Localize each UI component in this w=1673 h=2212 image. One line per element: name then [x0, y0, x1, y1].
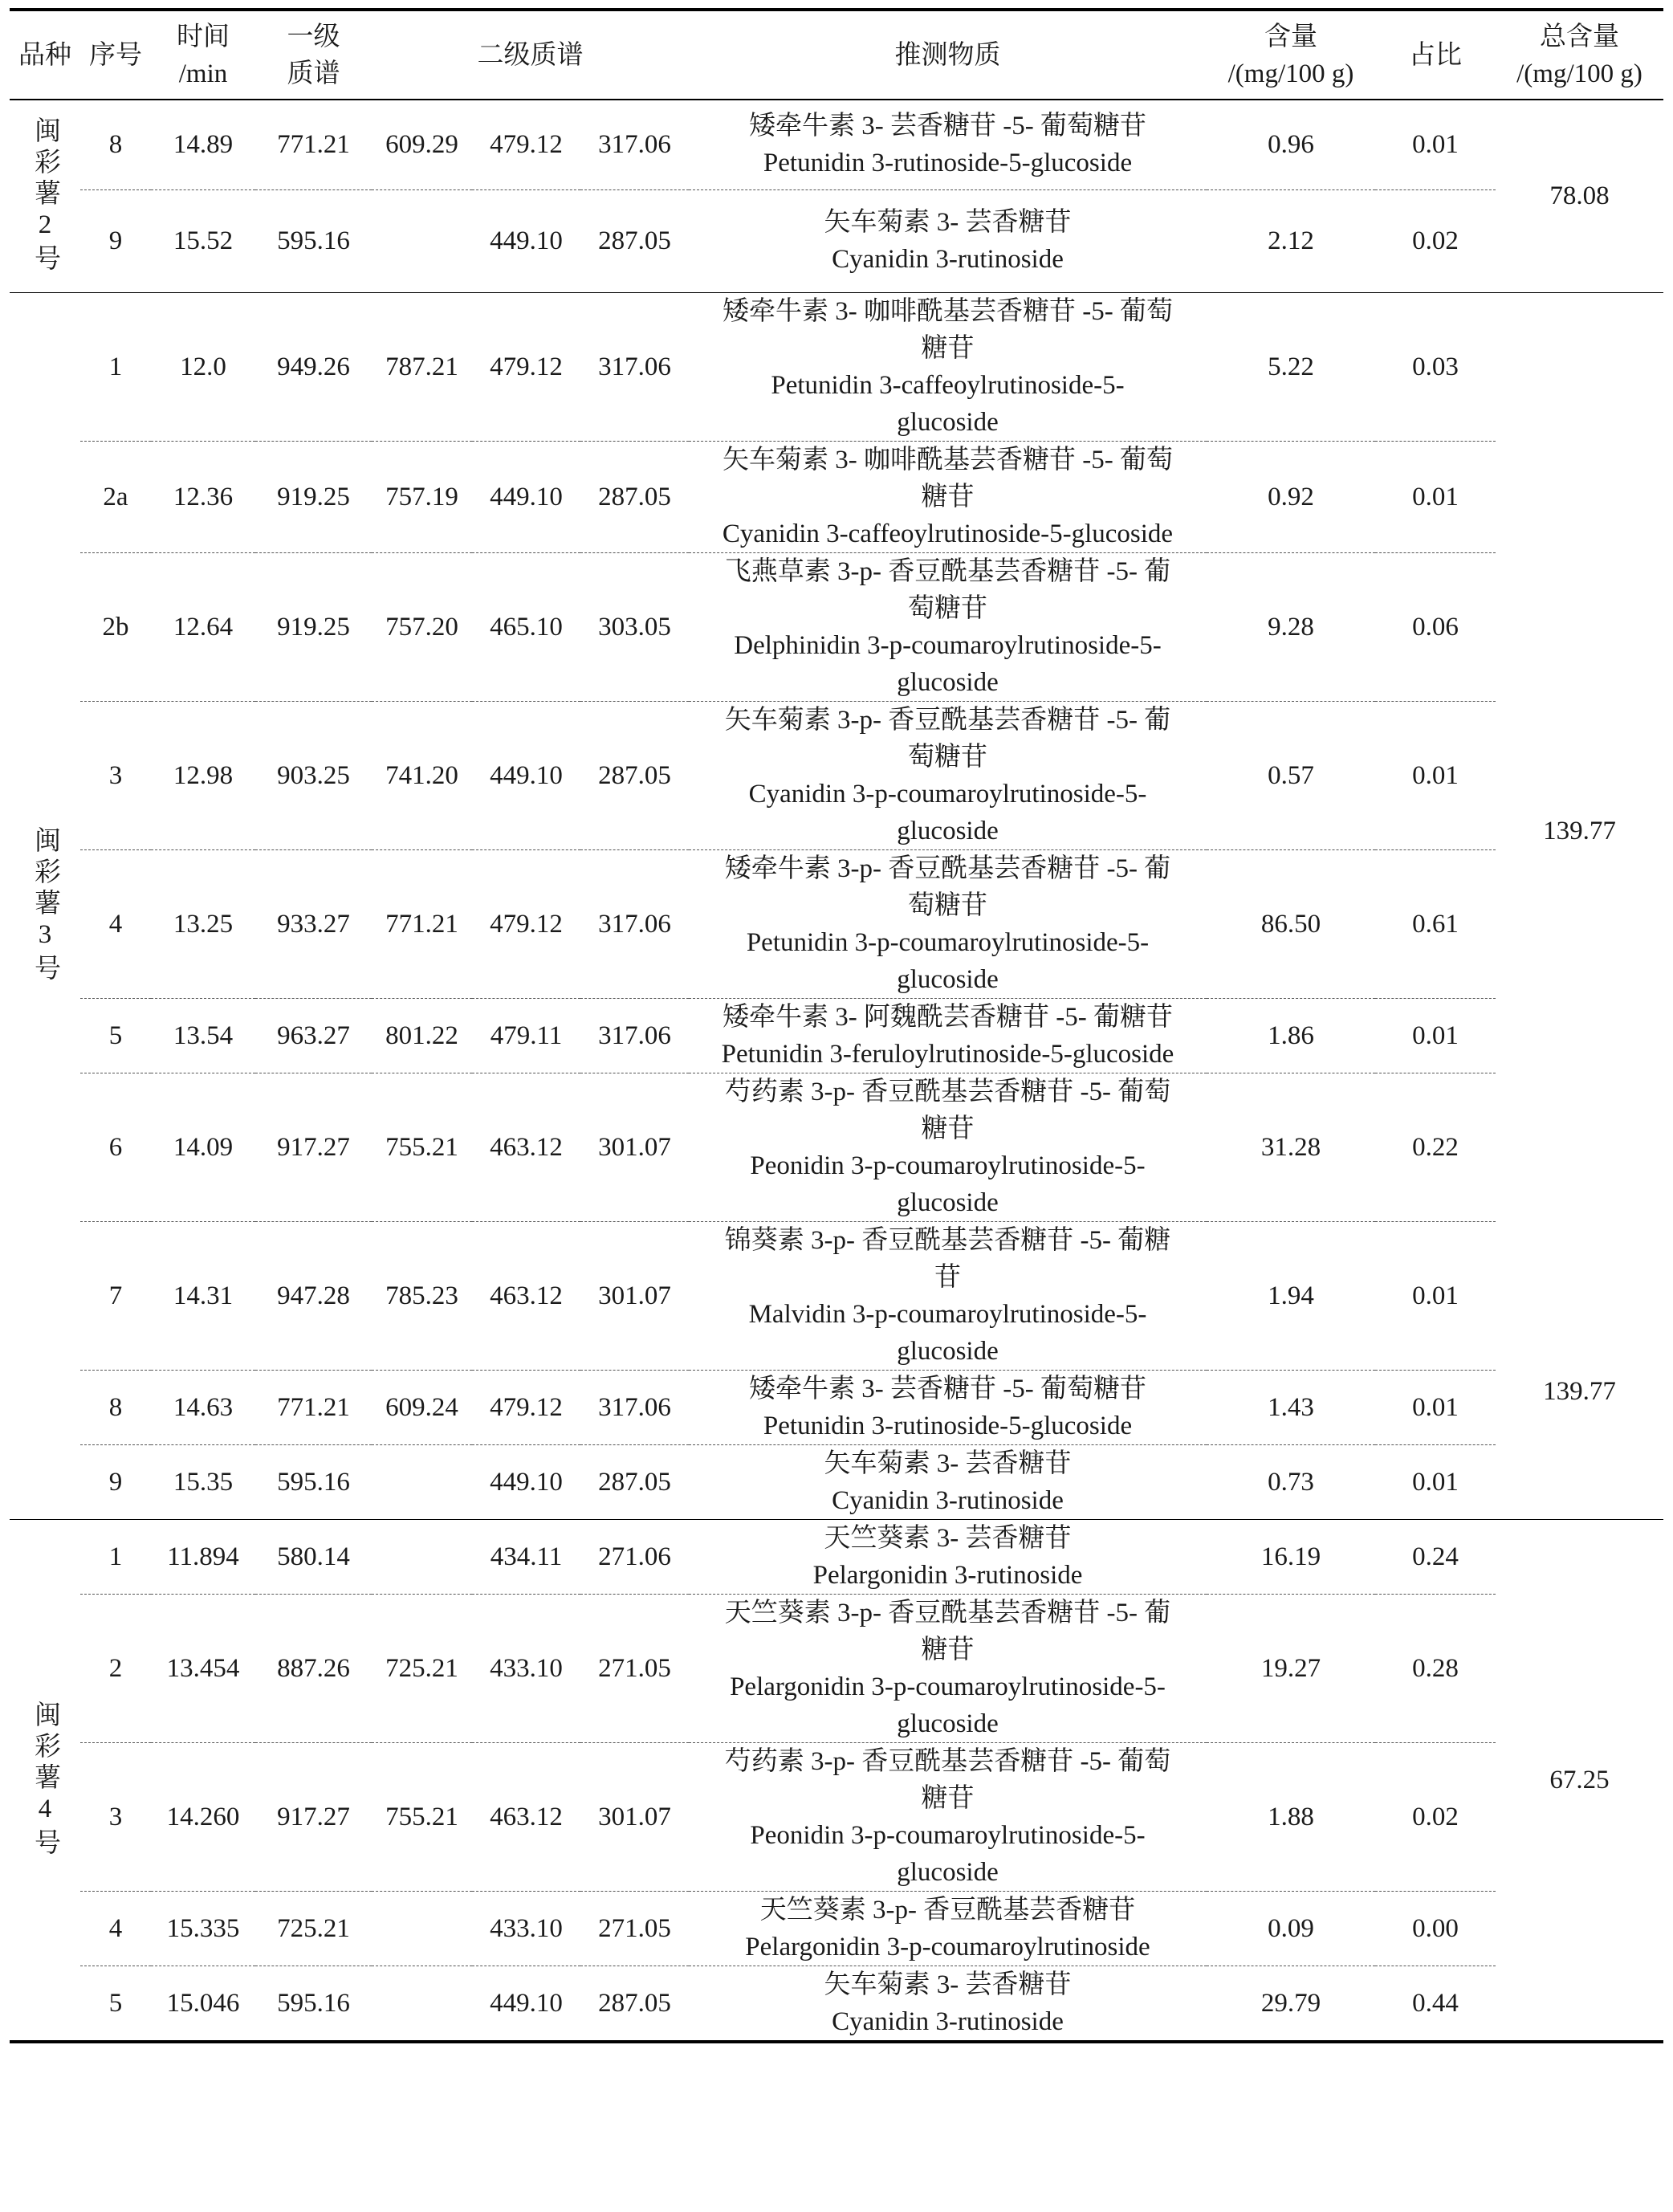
table-row	[10, 100, 1663, 189]
ms2-cell: 434.11	[472, 1519, 580, 1594]
compound-en: Peonidin 3-p-coumaroylrutinoside-5-glucoside	[750, 1151, 1146, 1217]
table-row	[10, 1073, 1663, 1221]
table-row	[10, 1519, 1663, 1594]
compound-en: Petunidin 3-rutinoside-5-glucoside	[763, 149, 1133, 178]
ms2-cell: 755.21	[372, 1073, 472, 1221]
ms1-cell: 887.26	[255, 1594, 372, 1742]
seq-cell: 7	[80, 1221, 151, 1370]
compound-zh: 锦葵素 3-p- 香豆酰基芸香糖苷 -5- 葡糖苷	[724, 1225, 1171, 1292]
ms2-cell: 287.05	[580, 189, 689, 292]
ms2-cell: 301.07	[580, 1221, 689, 1370]
ratio-cell: 0.01	[1375, 1444, 1496, 1519]
ratio-cell: 0.24	[1375, 1519, 1496, 1594]
ms2-cell: 725.21	[372, 1594, 472, 1742]
seq-cell: 2	[80, 1594, 151, 1742]
compound-zh: 矢车菊素 3-p- 香豆酰基芸香糖苷 -5- 葡萄糖苷	[724, 705, 1171, 772]
ms2-cell: 785.23	[372, 1221, 472, 1370]
time-cell: 15.52	[151, 189, 255, 292]
content-cell: 1.43	[1207, 1370, 1375, 1444]
compound-cell	[689, 1966, 1207, 2042]
table-row	[10, 292, 1663, 441]
content-cell: 2.12	[1207, 189, 1375, 292]
time-cell: 15.35	[151, 1444, 255, 1519]
compound-zh: 矮牵牛素 3- 芸香糖苷 -5- 葡萄糖苷	[749, 112, 1146, 141]
table-row	[10, 998, 1663, 1073]
ms1-cell: 595.16	[255, 189, 372, 292]
ms1-cell: 917.27	[255, 1742, 372, 1891]
table-row	[10, 1594, 1663, 1742]
ms2-cell: 271.05	[580, 1891, 689, 1966]
compound-zh: 飞燕草素 3-p- 香豆酰基芸香糖苷 -5- 葡萄糖苷	[724, 556, 1171, 623]
ms2-cell: 755.21	[372, 1742, 472, 1891]
ms2-cell: 757.19	[372, 441, 472, 552]
compound-cell	[689, 1073, 1207, 1221]
compound-en: Petunidin 3-rutinoside-5-glucoside	[763, 1411, 1133, 1440]
compound-en: Cyanidin 3-rutinoside	[832, 245, 1064, 274]
total-cell: 139.77	[1543, 817, 1616, 846]
compound-en: Delphinidin 3-p-coumaroylrutinoside-5-glucoside	[734, 630, 1162, 697]
ms2-cell: 609.29	[372, 100, 472, 189]
time-cell: 12.98	[151, 701, 255, 849]
compound-cell	[689, 701, 1207, 849]
compound-cell	[689, 849, 1207, 998]
ms2-cell: 287.05	[580, 701, 689, 849]
compound-en: Petunidin 3-feruloylrutinoside-5-glucoside	[721, 1039, 1174, 1069]
seq-cell: 8	[80, 1370, 151, 1444]
ms2-cell: 479.12	[472, 292, 580, 441]
compound-zh: 矢车菊素 3- 芸香糖苷	[824, 1970, 1072, 1999]
table-row	[10, 849, 1663, 998]
time-cell: 12.64	[151, 552, 255, 701]
ms1-cell: 963.27	[255, 998, 372, 1073]
table-row	[10, 1966, 1663, 2042]
ms2-cell: 317.06	[580, 1370, 689, 1444]
compound-zh: 芍药素 3-p- 香豆酰基芸香糖苷 -5- 葡萄糖苷	[724, 1077, 1171, 1143]
seq-cell: 8	[80, 100, 151, 189]
anthocyanin-table	[10, 8, 1663, 2043]
ms2-cell: 317.06	[580, 292, 689, 441]
compound-zh: 矢车菊素 3- 咖啡酰基芸香糖苷 -5- 葡萄糖苷	[723, 445, 1173, 511]
header-ms1: 一级 质谱	[255, 10, 372, 100]
ms2-cell: 301.07	[580, 1073, 689, 1221]
compound-zh: 天竺葵素 3- 芸香糖苷	[824, 1523, 1072, 1553]
compound-cell	[689, 1444, 1207, 1519]
ms1-cell: 771.21	[255, 1370, 372, 1444]
time-cell: 13.454	[151, 1594, 255, 1742]
ms1-cell: 947.28	[255, 1221, 372, 1370]
content-cell: 1.86	[1207, 998, 1375, 1073]
total-cell: 78.08	[1496, 100, 1663, 292]
ms2-cell: 741.20	[372, 701, 472, 849]
content-cell: 0.96	[1207, 100, 1375, 189]
content-cell: 9.28	[1207, 552, 1375, 701]
header-seq: 序号	[80, 10, 151, 100]
ms1-cell: 771.21	[255, 100, 372, 189]
compound-en: Cyanidin 3-rutinoside	[832, 1485, 1064, 1515]
content-cell: 1.88	[1207, 1742, 1375, 1891]
seq-cell: 1	[80, 292, 151, 441]
variety-cell: 闽彩薯4号	[10, 1519, 80, 2042]
seq-cell: 5	[80, 1966, 151, 2042]
ms2-cell: 271.06	[580, 1519, 689, 1594]
seq-cell: 1	[80, 1519, 151, 1594]
content-cell: 0.73	[1207, 1444, 1375, 1519]
ms2-cell: 609.24	[372, 1370, 472, 1444]
ms2-cell	[372, 1519, 472, 1594]
time-cell: 15.046	[151, 1966, 255, 2042]
seq-cell: 4	[80, 1891, 151, 1966]
ratio-cell: 0.06	[1375, 552, 1496, 701]
ms2-cell: 801.22	[372, 998, 472, 1073]
compound-cell	[689, 292, 1207, 441]
compound-cell	[689, 1891, 1207, 1966]
content-cell: 0.57	[1207, 701, 1375, 849]
seq-cell: 3	[80, 701, 151, 849]
time-cell: 12.0	[151, 292, 255, 441]
table-row	[10, 1370, 1663, 1444]
compound-cell	[689, 100, 1207, 189]
seq-cell: 4	[80, 849, 151, 998]
compound-zh: 矮牵牛素 3-p- 香豆酰基芸香糖苷 -5- 葡萄糖苷	[724, 853, 1171, 920]
compound-cell	[689, 1221, 1207, 1370]
compound-en: Petunidin 3-caffeoylrutinoside-5-glucoside	[771, 370, 1125, 437]
total-cell: 139.77	[1496, 1370, 1663, 1519]
ratio-cell: 0.02	[1375, 189, 1496, 292]
time-cell: 14.09	[151, 1073, 255, 1221]
compound-cell	[689, 1742, 1207, 1891]
compound-en: Pelargonidin 3-rutinoside	[812, 1560, 1083, 1590]
ms2-cell: 479.12	[472, 1370, 580, 1444]
header-compound: 推测物质	[689, 10, 1207, 100]
ms2-cell: 465.10	[472, 552, 580, 701]
compound-en: Pelargonidin 3-p-coumaroylrutinoside	[745, 1932, 1150, 1961]
header-variety: 品种	[10, 10, 80, 100]
time-cell: 11.894	[151, 1519, 255, 1594]
ratio-cell: 0.44	[1375, 1966, 1496, 2042]
ms2-cell: 287.05	[580, 1966, 689, 2042]
table-row	[10, 1444, 1663, 1519]
ms2-cell: 479.12	[472, 100, 580, 189]
ms2-cell: 463.12	[472, 1073, 580, 1221]
total-cell: 67.25	[1496, 1519, 1663, 2042]
time-cell: 13.25	[151, 849, 255, 998]
compound-zh: 天竺葵素 3-p- 香豆酰基芸香糖苷 -5- 葡糖苷	[724, 1598, 1171, 1664]
ratio-cell: 0.00	[1375, 1891, 1496, 1966]
seq-cell: 2b	[80, 552, 151, 701]
content-cell: 29.79	[1207, 1966, 1375, 2042]
ms2-cell: 449.10	[472, 189, 580, 292]
ms2-cell: 449.10	[472, 1444, 580, 1519]
compound-cell	[689, 1594, 1207, 1742]
ms1-cell: 919.25	[255, 441, 372, 552]
seq-cell: 5	[80, 998, 151, 1073]
time-cell: 14.89	[151, 100, 255, 189]
ms2-cell: 479.12	[472, 849, 580, 998]
compound-cell	[689, 1370, 1207, 1444]
compound-cell	[689, 552, 1207, 701]
compound-en: Pelargonidin 3-p-coumaroylrutinoside-5-glucoside	[730, 1672, 1166, 1738]
ms1-cell: 903.25	[255, 701, 372, 849]
compound-en: Cyanidin 3-rutinoside	[832, 2006, 1064, 2036]
compound-cell	[689, 998, 1207, 1073]
seq-cell: 3	[80, 1742, 151, 1891]
header-content: 含量 /(mg/100 g)	[1207, 10, 1375, 100]
compound-cell	[689, 441, 1207, 552]
ms2-cell: 449.10	[472, 441, 580, 552]
ms2-cell: 757.20	[372, 552, 472, 701]
ratio-cell: 0.01	[1375, 998, 1496, 1073]
table-header	[10, 10, 1663, 100]
table-body	[10, 100, 1663, 2042]
ms1-cell: 595.16	[255, 1444, 372, 1519]
ms1-cell: 580.14	[255, 1519, 372, 1594]
variety-cell: 闽彩薯3号	[10, 292, 80, 1519]
ms2-cell: 433.10	[472, 1891, 580, 1966]
time-cell: 13.54	[151, 998, 255, 1073]
content-cell: 1.94	[1207, 1221, 1375, 1370]
ms2-cell: 287.05	[580, 1444, 689, 1519]
compound-en: Cyanidin 3-caffeoylrutinoside-5-glucoside	[722, 519, 1174, 548]
content-cell: 19.27	[1207, 1594, 1375, 1742]
ms2-cell: 479.11	[472, 998, 580, 1073]
table-row	[10, 1221, 1663, 1370]
compound-zh: 矢车菊素 3- 芸香糖苷	[824, 1448, 1072, 1478]
ms2-cell: 303.05	[580, 552, 689, 701]
compound-zh: 矢车菊素 3- 芸香糖苷	[824, 208, 1072, 237]
compound-zh: 矮牵牛素 3- 阿魏酰芸香糖苷 -5- 葡糖苷	[723, 1002, 1173, 1032]
ms2-cell: 463.12	[472, 1221, 580, 1370]
content-cell: 16.19	[1207, 1519, 1375, 1594]
ratio-cell: 0.01	[1375, 701, 1496, 849]
header-total: 总含量 /(mg/100 g)	[1496, 10, 1663, 100]
time-cell: 12.36	[151, 441, 255, 552]
ms2-cell	[372, 1966, 472, 2042]
compound-en: Peonidin 3-p-coumaroylrutinoside-5-glucoside	[750, 1820, 1146, 1887]
compound-zh: 天竺葵素 3-p- 香豆酰基芸香糖苷	[759, 1895, 1136, 1925]
table-row	[10, 1891, 1663, 1966]
ms2-cell: 787.21	[372, 292, 472, 441]
table-row	[10, 1742, 1663, 1891]
ms2-cell: 771.21	[372, 849, 472, 998]
ms2-cell	[372, 1891, 472, 1966]
content-cell: 0.92	[1207, 441, 1375, 552]
seq-cell: 9	[80, 1444, 151, 1519]
ratio-cell: 0.01	[1375, 1370, 1496, 1444]
header-ratio: 占比	[1375, 10, 1496, 100]
ms1-cell: 725.21	[255, 1891, 372, 1966]
ratio-cell: 0.01	[1375, 1221, 1496, 1370]
content-cell: 31.28	[1207, 1073, 1375, 1221]
ms1-cell: 919.25	[255, 552, 372, 701]
ms1-cell: 949.26	[255, 292, 372, 441]
table-row	[10, 701, 1663, 849]
header-time: 时间 /min	[151, 10, 255, 100]
compound-zh: 矮牵牛素 3- 芸香糖苷 -5- 葡萄糖苷	[749, 1374, 1146, 1403]
ratio-cell: 0.61	[1375, 849, 1496, 998]
ms2-cell: 317.06	[580, 998, 689, 1073]
ms2-cell: 449.10	[472, 1966, 580, 2042]
ms2-cell: 449.10	[472, 701, 580, 849]
ms2-cell: 317.06	[580, 100, 689, 189]
time-cell: 15.335	[151, 1891, 255, 1966]
seq-cell: 9	[80, 189, 151, 292]
ratio-cell: 0.28	[1375, 1594, 1496, 1742]
content-cell: 0.09	[1207, 1891, 1375, 1966]
ms2-cell: 271.05	[580, 1594, 689, 1742]
time-cell: 14.260	[151, 1742, 255, 1891]
compound-cell	[689, 1519, 1207, 1594]
variety-cell: 闽彩薯2号	[10, 100, 80, 292]
table-row	[10, 552, 1663, 701]
header-ms2: 二级质谱	[372, 10, 689, 100]
table-row	[10, 441, 1663, 552]
content-cell: 86.50	[1207, 849, 1375, 998]
ms2-cell: 317.06	[580, 849, 689, 998]
seq-cell: 2a	[80, 441, 151, 552]
document-page	[10, 8, 1663, 2043]
compound-zh: 矮牵牛素 3- 咖啡酰基芸香糖苷 -5- 葡萄糖苷	[723, 296, 1173, 363]
ms2-cell	[372, 189, 472, 292]
ms2-cell: 463.12	[472, 1742, 580, 1891]
seq-cell: 6	[80, 1073, 151, 1221]
ms1-cell: 595.16	[255, 1966, 372, 2042]
compound-cell	[689, 189, 1207, 292]
ms2-cell	[372, 1444, 472, 1519]
ratio-cell: 0.03	[1375, 292, 1496, 441]
ms1-cell: 917.27	[255, 1073, 372, 1221]
ms2-cell: 301.07	[580, 1742, 689, 1891]
compound-en: Malvidin 3-p-coumaroylrutinoside-5-glucoside	[748, 1299, 1147, 1366]
ratio-cell: 0.22	[1375, 1073, 1496, 1221]
ms1-cell: 933.27	[255, 849, 372, 998]
ms2-cell: 287.05	[580, 441, 689, 552]
time-cell: 14.63	[151, 1370, 255, 1444]
content-cell: 5.22	[1207, 292, 1375, 441]
compound-en: Petunidin 3-p-coumaroylrutinoside-5-glucoside	[746, 927, 1150, 994]
compound-zh: 芍药素 3-p- 香豆酰基芸香糖苷 -5- 葡萄糖苷	[724, 1746, 1171, 1813]
ratio-cell: 0.01	[1375, 441, 1496, 552]
table-row	[10, 189, 1663, 292]
ms2-cell: 433.10	[472, 1594, 580, 1742]
ratio-cell: 0.01	[1375, 100, 1496, 189]
time-cell: 14.31	[151, 1221, 255, 1370]
compound-en: Cyanidin 3-p-coumaroylrutinoside-5-glucoside	[748, 779, 1147, 845]
ratio-cell: 0.02	[1375, 1742, 1496, 1891]
